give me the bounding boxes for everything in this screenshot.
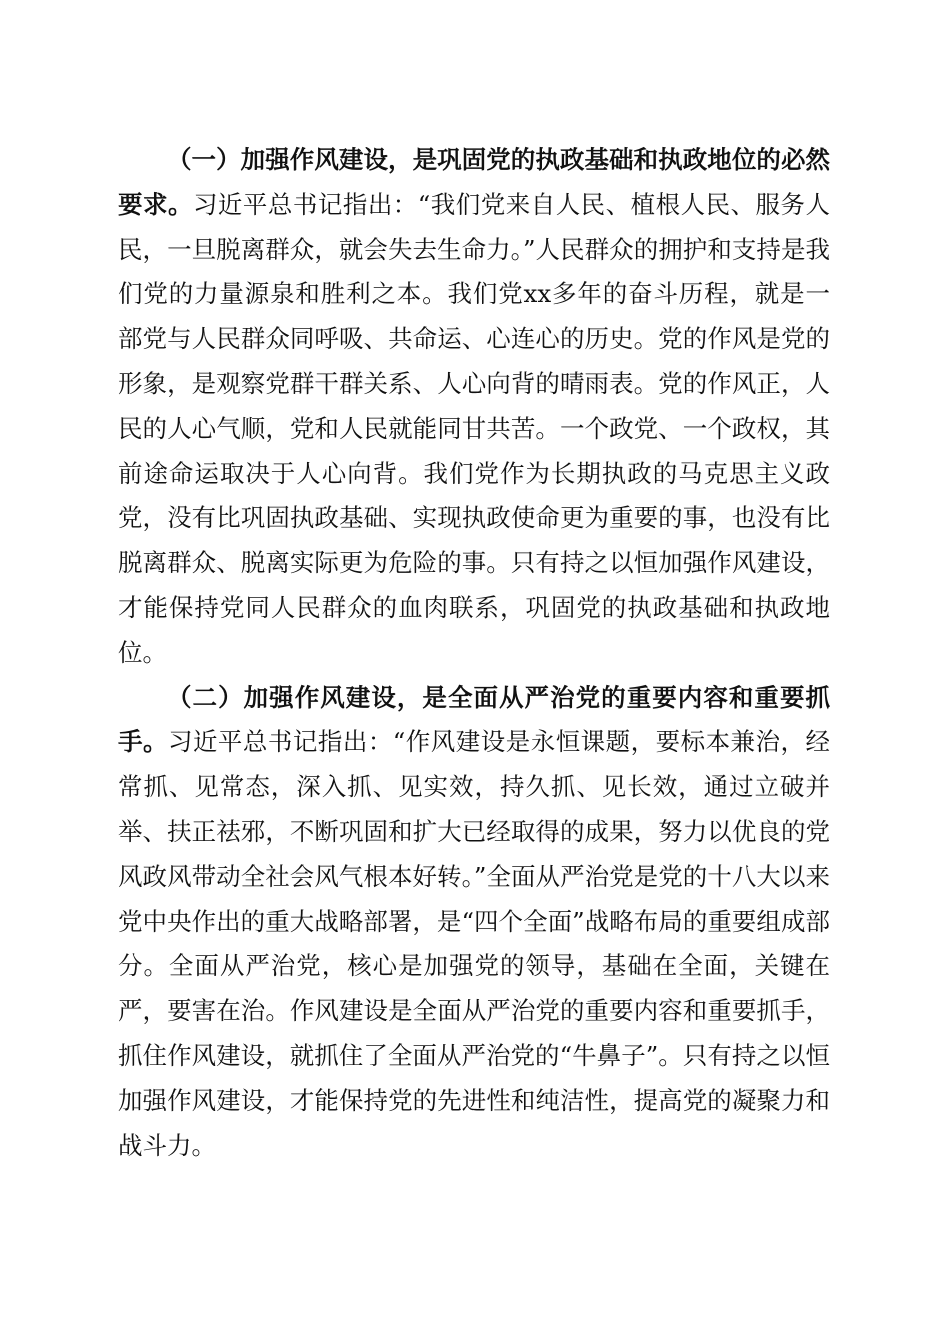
paragraph-1 (118, 138, 830, 676)
paragraph-1-text: 习近平总书记指出：“我们党来自人民、植根人民、服务人民，一旦脱离群众，就会失去生命力。”人民群众的拥护和支持是我们党的力量源泉和胜利之本。我们党xx多年的奋斗历程，就是一部党与人民群众同呼吸、共命运、心连心的历史。党的作风是党的形象，是观察党群干群关系、人心向背的晴雨表。党的作风正，人民的人心气顺，党和人民就能同甘共苦。一个政党、一个政权，其前途命运取决于人心向背。我们党作为长期执政的马克思主义政党，没有比巩固执政基础、实现执政使命更为重要的事，也没有比脱离群众、脱离实际更为危险的事。只有持之以恒加强作风建设，才能保持党同人民群众的血肉联系，巩固党的执政基础和执政地位。 (118, 189, 831, 667)
paragraph-2-heading: （二）加强作风建设，是全面从严治党的重要内容和重要抓手。 (118, 682, 830, 757)
paragraph-1-heading: （一）加强作风建设，是巩固党的执政基础和执政地位的必然要求。 (118, 145, 830, 219)
paragraph-2-text: 习近平总书记指出：“作风建设是永恒课题，要标本兼治，经常抓、见常态，深入抓、见实效，持久抓、见长效，通过立破并举、扶正祛邪，不断巩固和扩大已经取得的成果，努力以优良的党风政风带动全社会风气根本好转。”全面从严治党是党的十八大以来党中央作出的重大战略部署，是“四个全面”战略布局的重要组成部分。全面从严治党，核心是加强党的领导，基础在全面，关键在严，要害在治。作风建设是全面从严治党的重要内容和重要抓手，抓住作风建设，就抓住了全面从严治党的“牛鼻子”。只有持之以恒加强作风建设，才能保持党的先进性和纯洁性，提高党的凝聚力和战斗力。 (118, 727, 830, 1160)
document-body (118, 138, 830, 1168)
paragraph-2 (118, 676, 830, 1169)
